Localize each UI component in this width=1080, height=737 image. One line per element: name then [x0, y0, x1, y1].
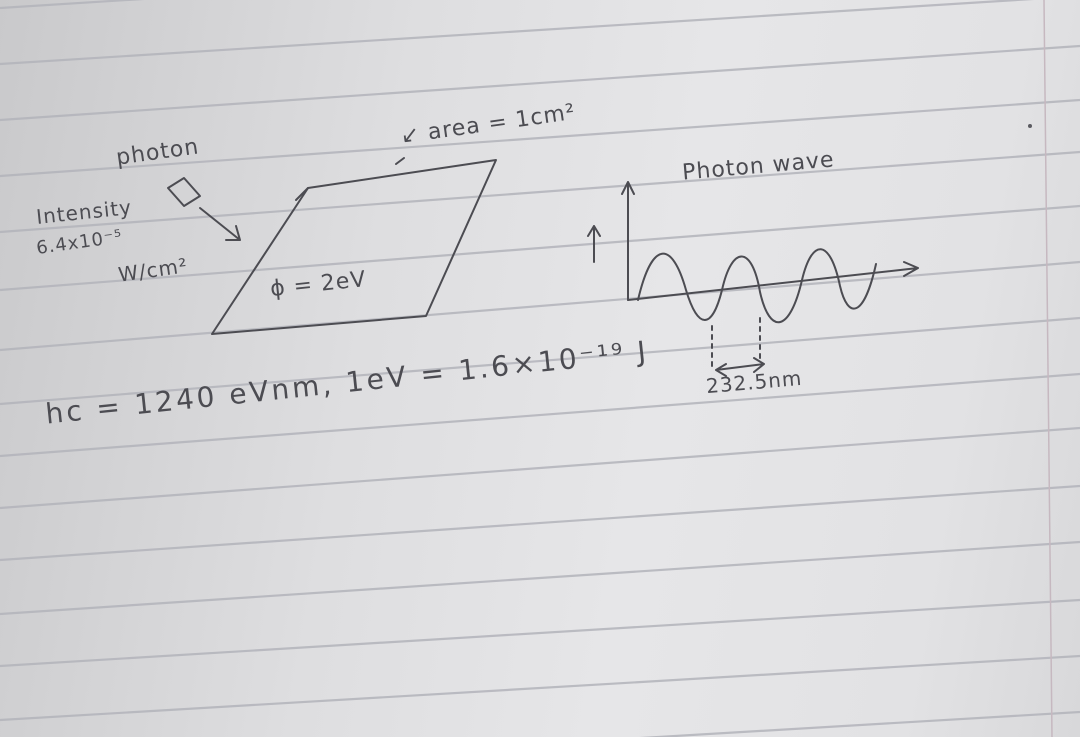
incident-arrow — [200, 208, 240, 240]
wave-y-axis — [622, 182, 634, 300]
intensity-unit: W/cm² — [116, 253, 190, 287]
intensity-value: 6.4x10⁻⁵ — [34, 226, 124, 259]
wavelength-label: 232.5nm — [705, 365, 804, 399]
photon-icon — [168, 178, 200, 206]
area-label: ↙ area = 1cm² — [399, 99, 578, 150]
constants-line: hc = 1240 eVnm, 1eV = 1.6×10⁻¹⁹ J — [43, 334, 651, 431]
metal-plate — [212, 160, 496, 334]
photon-label: photon — [114, 134, 201, 171]
intensity-label: Intensity — [35, 195, 134, 229]
wave-title: Photon wave — [681, 147, 836, 186]
work-function-label: ϕ = 2eV — [268, 267, 368, 302]
up-arrow — [588, 226, 600, 262]
